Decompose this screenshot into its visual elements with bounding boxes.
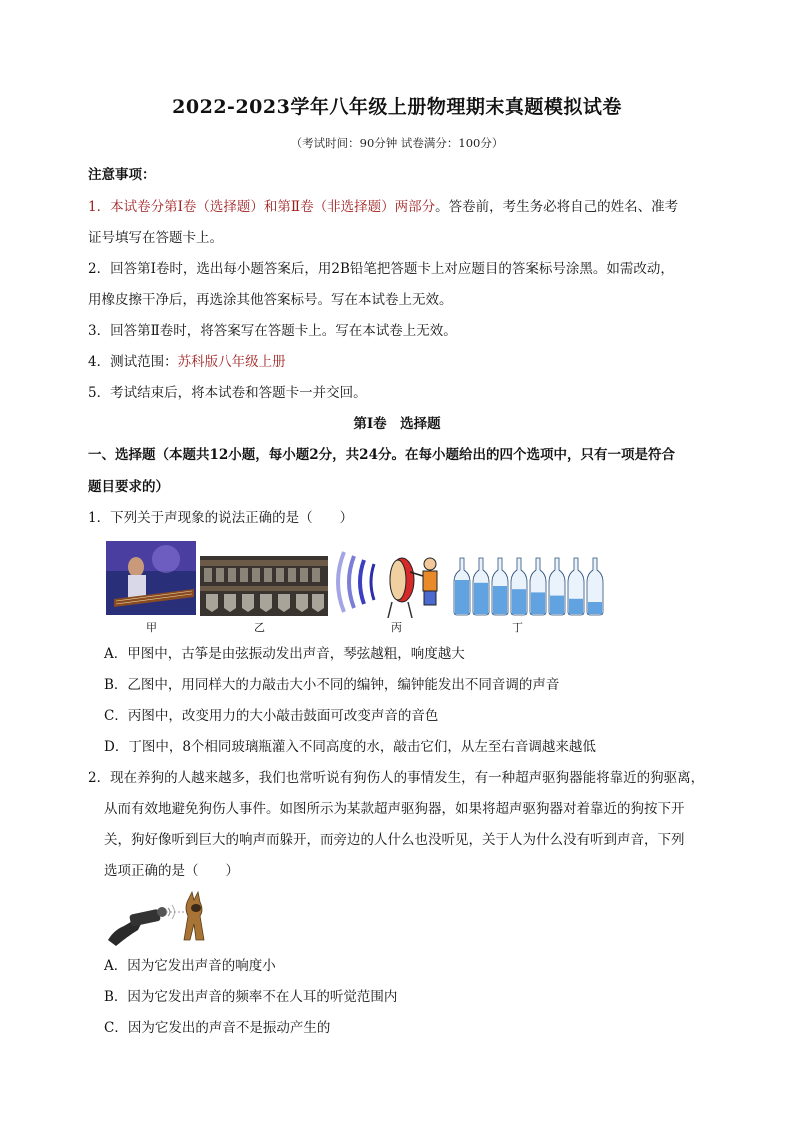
- dog-repeller-image: [104, 890, 214, 948]
- bottle-water: [569, 599, 583, 614]
- notice-item-2: 2．回答第Ⅰ卷时，选出每小题答案后，用2B铅笔把答题卡上对应题目的答案标号涂黑。如需改动，: [88, 261, 674, 277]
- section-title: 第Ⅰ卷 选择题: [353, 416, 441, 432]
- bottle-water: [493, 586, 507, 614]
- caption-yi: 乙: [254, 621, 265, 634]
- guzheng-image: [106, 541, 196, 615]
- q1-option-b: B．乙图中，用同样大的力敲击大小不同的编钟，编钟能发出不同音调的声音: [104, 677, 560, 693]
- bianzhong-image: [200, 556, 328, 616]
- caption-jia: 甲: [146, 621, 157, 634]
- notice-item-1: [88, 198, 678, 216]
- bottle-water: [588, 602, 602, 614]
- caption-bing: 丙: [391, 621, 402, 634]
- q1-option-c: C．丙图中，改变用力的大小敲击鼓面可改变声音的音色: [104, 708, 439, 724]
- bottles-image: [452, 556, 604, 616]
- part1-heading-line2: 题目要求的）: [88, 479, 169, 495]
- bottle-water: [512, 589, 526, 614]
- caption-ding: 丁: [512, 621, 523, 634]
- q2-option-b: B．因为它发出声音的频率不在人耳的听觉范围内: [104, 989, 398, 1005]
- q2-stem-line2: 从而有效地避免狗伤人事件。如图所示为某款超声驱狗器，如果将超声驱狗器对着靠近的狗按下开: [104, 801, 685, 817]
- notice-item-1-rest: 。答卷前，考生务必将自己的姓名、准考: [435, 199, 679, 215]
- notice-item-5: 5．考试结束后，将本试卷和答题卡一并交回。: [88, 385, 367, 401]
- bottle-water: [455, 580, 469, 614]
- bottle-water: [531, 592, 545, 614]
- notice-item-4: [88, 353, 286, 371]
- bottle-water: [474, 583, 488, 614]
- bottle-water: [550, 596, 564, 614]
- q2-option-c: C．因为它发出的声音不是振动产生的: [104, 1020, 331, 1036]
- q2-stem-line1: 2．现在养狗的人越来越多，我们也常听说有狗伤人的事情发生，有一种超声驱狗器能将靠近的狗驱离，: [88, 770, 705, 786]
- page-title: 2022-2023学年八年级上册物理期末真题模拟试卷: [172, 96, 622, 118]
- notice-item-4-prefix: 4．测试范围：: [88, 354, 178, 370]
- page-subtitle: （考试时间：90分钟 试卷满分：100分）: [290, 136, 504, 150]
- q1-stem: 1．下列关于声现象的说法正确的是（ ）: [88, 510, 354, 526]
- notice-heading: 注意事项：: [88, 167, 156, 183]
- notice-item-1-red: 1．本试卷分第Ⅰ卷（选择题）和第Ⅱ卷（非选择题）两部分: [88, 199, 436, 215]
- drum-image: [330, 546, 448, 618]
- notice-item-3: 3．回答第Ⅱ卷时，将答案写在答题卡上。写在本试卷上无效。: [88, 323, 457, 339]
- part1-heading: 一、选择题（本题共12小题，每小题2分，共24分。在每小题给出的四个选项中，只有一项是符合: [88, 447, 675, 463]
- q2-option-a: A．因为它发出声音的响度小: [104, 958, 276, 974]
- q2-stem-line3: 关，狗好像听到巨大的响声而躲开，而旁边的人什么也没听见，关于人为什么没有听到声音，下列: [104, 832, 685, 848]
- q1-option-d: D．丁图中，8个相同玻璃瓶灌入不同高度的水，敲击它们，从左至右音调越来越低: [104, 739, 596, 755]
- q1-option-a: A．甲图中，古筝是由弦振动发出声音，琴弦越粗，响度越大: [104, 646, 465, 662]
- q2-stem-line4: 选项正确的是（ ）: [104, 863, 239, 879]
- notice-item-2-line2: 用橡皮擦干净后，再选涂其他答案标号。写在本试卷上无效。: [88, 292, 453, 308]
- notice-item-1-line2: 证号填写在答题卡上。: [88, 230, 223, 246]
- notice-item-4-range: 苏科版八年级上册: [177, 354, 286, 370]
